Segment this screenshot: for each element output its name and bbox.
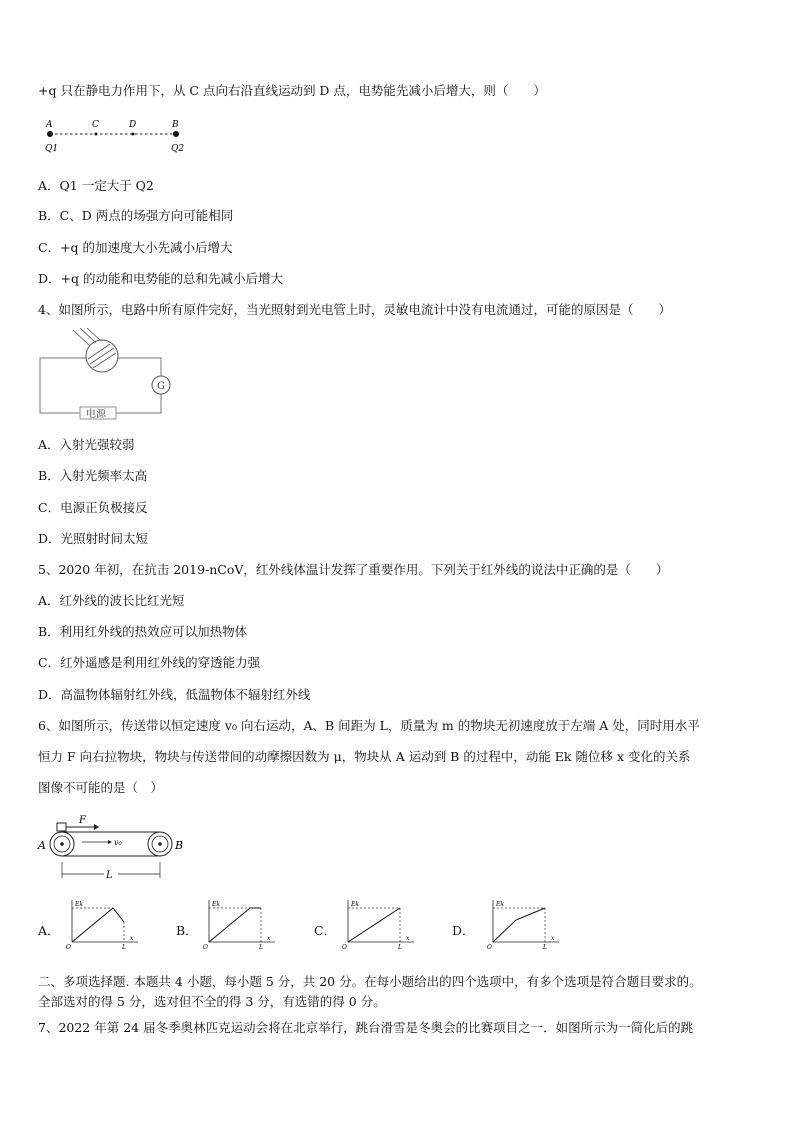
graph-a-origin: O (66, 944, 71, 950)
graph-d-end: L (543, 944, 547, 950)
graph-b-end: L (259, 944, 263, 950)
q4-option-a: A．入射光强较弱 (38, 437, 135, 452)
section2-line-2: 全部选对的得 5 分，选对但不全的得 3 分，有选错的得 0 分。 (38, 994, 386, 1009)
q4-option-c: C．电源正负极接反 (38, 500, 148, 515)
q3-option-a: A．Q1 一定大于 Q2 (38, 178, 154, 193)
graph-d-curve (493, 908, 545, 942)
section2-line-1: 二、多项选择题. 本题共 4 小题，每小题 5 分，共 20 分。在每小题给出的四个选项中，有多个选项是符合题目要求的。 (38, 974, 702, 989)
q5-option-d: D．高温物体辐射红外线，低温物体不辐射红外线 (38, 687, 311, 702)
point-d-label: D (129, 120, 137, 130)
q6-stem-line-2: 恒力 F 向右拉物块，物块与传送带间的动摩擦因数为 μ，物块从 A 运动到 B 的过程中，动能 Ek 随位移 x 变化的关系 (38, 749, 691, 764)
graph-a-end: L (122, 944, 126, 950)
q6-graph-d (485, 896, 565, 950)
graph-d-origin: O (487, 944, 492, 950)
q3-option-b: B．C、D 两点的场强方向可能相同 (38, 208, 234, 223)
q3-charge-diagram (40, 116, 200, 158)
graph-b-xlabel: x (267, 935, 271, 942)
graph-d-xlabel: x (551, 935, 555, 942)
q3-stem: +q 只在静电力作用下，从 C 点向右沿直线运动到 D 点，电势能先减小后增大，则（ ） (38, 83, 546, 98)
q6-graph-c (340, 896, 420, 950)
graph-a-curve (72, 908, 124, 942)
charge-q2-dot (173, 131, 179, 137)
q6-option-a-letter: A． (38, 923, 60, 938)
graph-b-origin: O (203, 944, 208, 950)
graph-c-origin: O (342, 944, 347, 950)
q5-option-a: A．红外线的波长比红光短 (38, 593, 185, 608)
charge-q1-dot (47, 131, 53, 137)
end-b-label: B (175, 839, 184, 852)
graph-c-curve (348, 908, 400, 942)
force-label: F (79, 815, 86, 826)
graph-b-ylabel: Ek (212, 901, 221, 908)
q6-stem-line-1: 6、如图所示，传送带以恒定速度 v₀ 向右运动，A、B 间距为 L，质量为 m 的物块无初速度放于左端 A 处，同时用水平 (38, 718, 700, 733)
q5-option-c: C．红外遥感是利用红外线的穿透能力强 (38, 655, 261, 670)
charge-q2-label: Q2 (171, 144, 185, 154)
galvanometer-label: G (157, 381, 165, 392)
q6-option-b-letter: B． (176, 923, 198, 938)
q6-stem-line-3: 图像不可能的是（ ） (38, 780, 164, 795)
end-a-label: A (38, 839, 46, 852)
light-ray-icon (73, 330, 90, 346)
power-source-label: 电源 (86, 409, 106, 420)
q6-option-d-letter: D． (452, 923, 475, 938)
q7-stem: 7、2022 年第 24 届冬季奥林匹克运动会将在北京举行，跳台滑雪是冬奥会的比赛项目之一．如图所示为一简化后的跳 (38, 1020, 694, 1035)
q4-option-b: B．入射光频率太高 (38, 468, 148, 483)
velocity-arrow-icon (108, 840, 112, 844)
force-arrow-icon (94, 824, 99, 830)
q6-option-c-letter: C． (314, 923, 337, 938)
q6-graph-a (64, 896, 144, 950)
point-c-label: C (92, 120, 99, 130)
velocity-label: v₀ (114, 838, 122, 847)
length-label: L (106, 870, 113, 881)
charge-q1-label: Q1 (45, 144, 59, 154)
q5-stem: 5、2020 年初，在抗击 2019-nCoV，红外线体温计发挥了重要作用。下列关于红外线的说法中正确的是（ ） (38, 562, 669, 577)
point-b-label: B (172, 120, 179, 130)
block-icon (57, 823, 66, 831)
graph-c-ylabel: Ek (351, 901, 360, 908)
graph-d-ylabel: Ek (496, 901, 505, 908)
graph-a-ylabel: Ek (75, 901, 84, 908)
point-a-label: A (46, 120, 53, 130)
q4-option-d: D．光照射时间太短 (38, 531, 149, 546)
graph-c-end: L (398, 944, 402, 950)
graph-a-xlabel: x (130, 935, 134, 942)
q3-option-c: C．+q 的加速度大小先减小后增大 (38, 240, 233, 255)
q4-circuit-diagram (38, 328, 176, 420)
q6-conveyor-diagram (36, 812, 192, 882)
q5-option-b: B．利用红外线的热效应可以加热物体 (38, 624, 248, 639)
graph-b-curve (209, 908, 261, 942)
q4-stem: 4、如图所示，电路中所有原件完好，当光照射到光电管上时，灵敏电流计中没有电流通过，可能的原因是（ ） (38, 302, 671, 317)
q3-option-d: D．+q 的动能和电势能的总和先减小后增大 (38, 271, 283, 286)
q6-graph-b (201, 896, 281, 950)
graph-c-xlabel: x (406, 935, 410, 942)
